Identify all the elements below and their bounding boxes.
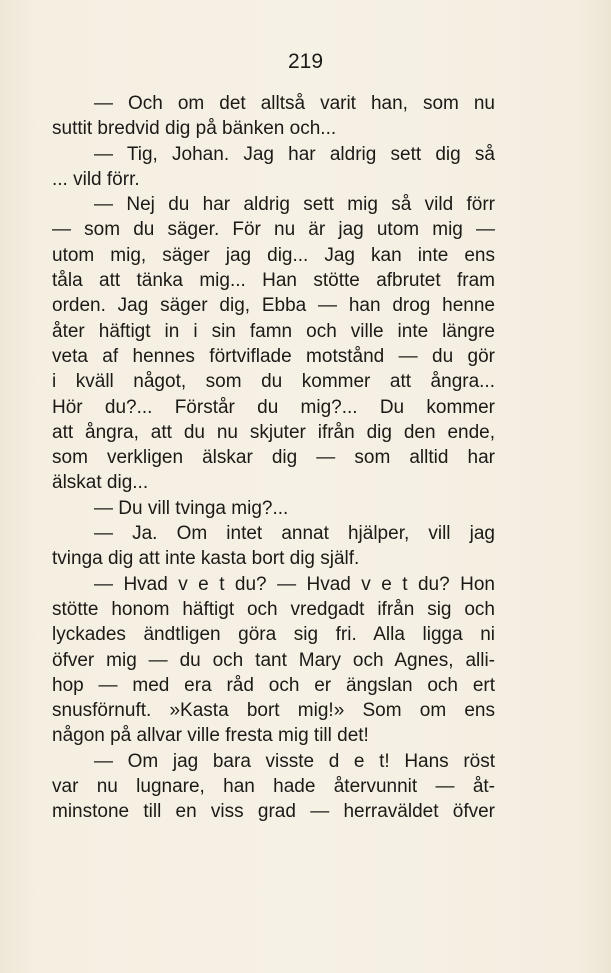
text-line: — som du säger. För nu är jag utom mig —: [52, 219, 495, 241]
text-line: någon på allvar ville fresta mig till det!: [52, 725, 369, 747]
text-line: — Nej du har aldrig sett mig så vild förr: [94, 194, 495, 216]
text-line: hop — med era råd och er ängslan och ert: [52, 674, 495, 696]
text-line: älskat dig...: [52, 472, 149, 494]
text-line: suttit bredvid dig på bänken och...: [52, 118, 337, 140]
text-line: lyckades ändtligen göra sig fri. Alla ligga ni: [52, 624, 495, 646]
text-line: åter häftigt in i sin famn och ville inte längre: [52, 320, 495, 342]
text-line: — Hvad v e t du? — Hvad v e t du? Hon: [94, 573, 495, 595]
text-line: — Om jag bara visste d e t! Hans röst: [94, 750, 495, 772]
text-line: Hör du?... Förstår du mig?... Du kommer: [52, 396, 495, 418]
text-line: minstone till en viss grad — herraväldet öfver: [52, 801, 495, 823]
text-line: orden. Jag säger dig, Ebba — han drog henne: [52, 295, 495, 317]
text-line: utom mig, säger jag dig... Jag kan inte ens: [52, 244, 495, 266]
text-line: snusförnuft. »Kasta bort mig!» Som om ens: [52, 700, 495, 722]
text-line: ... vild förr.: [52, 168, 140, 190]
text-line: tåla att tänka mig... Han stötte afbrutet fram: [52, 270, 495, 292]
text-line: som verkligen älskar dig — som alltid har: [52, 447, 495, 469]
text-line: veta af hennes förtviflade motstånd — du gör: [52, 345, 495, 367]
text-line: — Du vill tvinga mig?...: [94, 497, 289, 519]
text-line: att ångra, att du nu skjuter ifrån dig den ende,: [52, 421, 495, 443]
text-line: tvinga dig att inte kasta bort dig själf.: [52, 548, 360, 570]
page-number: 219: [287, 50, 324, 73]
text-line: — Och om det alltså varit han, som nu: [94, 93, 495, 114]
text-line: i kväll något, som du kommer att ångra...: [52, 371, 495, 393]
text-line: — Ja. Om intet annat hjälper, vill jag: [94, 523, 495, 545]
text-line: var nu lugnare, han hade återvunnit — åt-: [52, 776, 495, 798]
text-line: öfver mig — du och tant Mary och Agnes, alli-: [52, 649, 495, 671]
body-text: [52, 91, 495, 825]
text-line: stötte honom häftigt och vredgadt ifrån sig och: [52, 598, 495, 620]
text-line: — Tig, Johan. Jag har aldrig sett dig så: [94, 143, 495, 165]
